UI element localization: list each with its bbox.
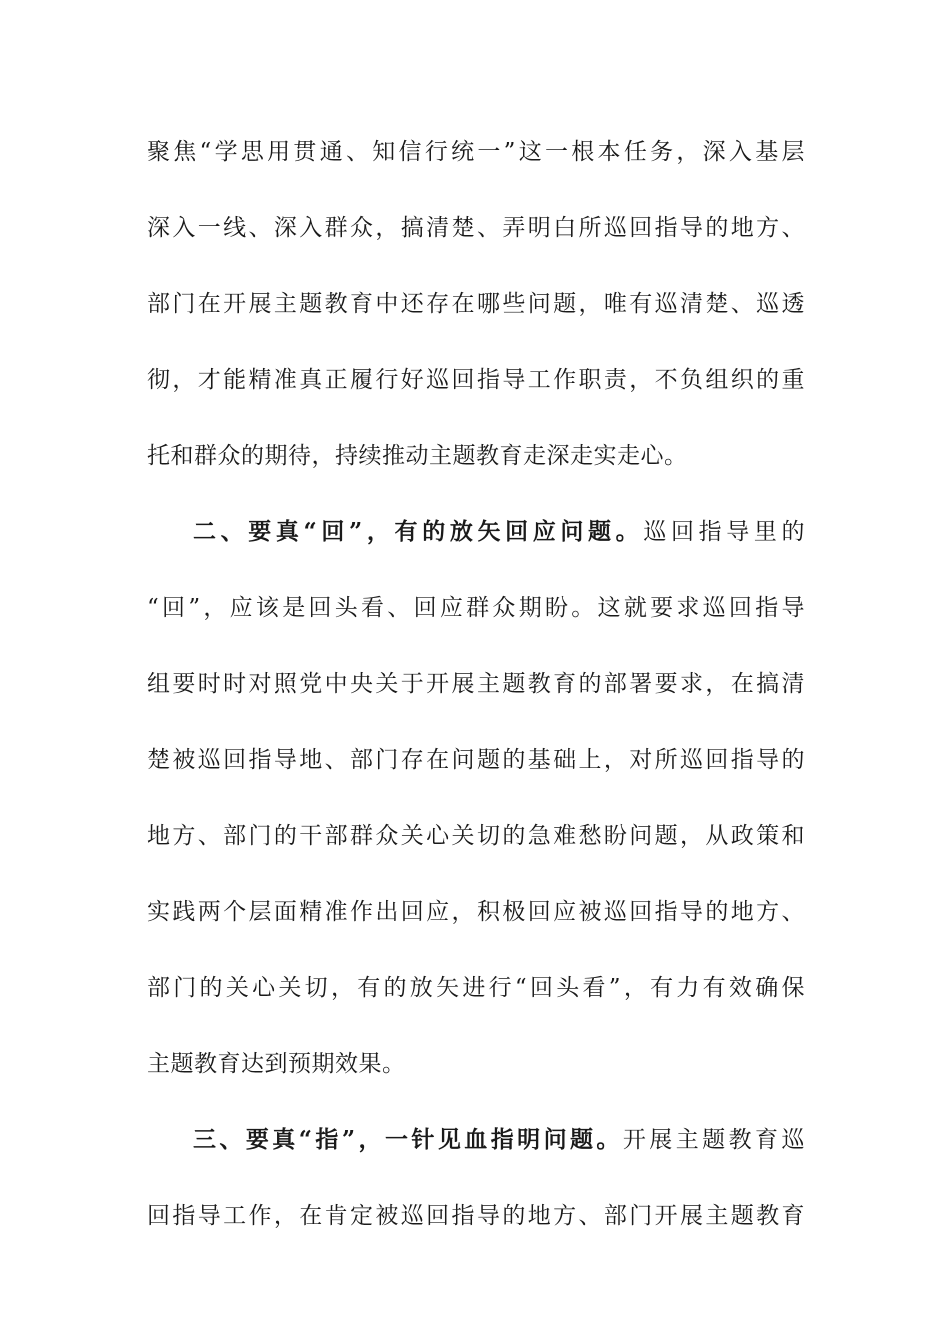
text-line: 实践两个层面精准作出回应，积极回应被巡回指导的地方、 xyxy=(147,899,805,925)
paragraph-2 xyxy=(147,507,805,1115)
section-heading-2: 二、要真“回”，有的放矢回应问题。 xyxy=(193,518,644,545)
paragraph-3 xyxy=(147,1115,805,1267)
text-line xyxy=(147,1115,805,1191)
section-heading-3: 三、要真“指”，一针见血指明问题。 xyxy=(193,1126,623,1153)
paragraph-1 xyxy=(147,127,805,507)
text-line: 深入一线、深入群众，搞清楚、弄明白所巡回指导的地方、 xyxy=(147,215,805,241)
text-line: 主题教育达到预期效果。 xyxy=(147,1051,406,1077)
text-line: 回指导工作，在肯定被巡回指导的地方、部门开展主题教育 xyxy=(147,1203,805,1229)
text-line: 地方、部门的干部群众关心关切的急难愁盼问题，从政策和 xyxy=(147,823,805,849)
text-line: 楚被巡回指导地、部门存在问题的基础上，对所巡回指导的 xyxy=(147,747,805,773)
text-line: “回”，应该是回头看、回应群众期盼。这就要求巡回指导 xyxy=(147,595,805,621)
text-run: 开展主题教育巡 xyxy=(622,1127,805,1153)
document-body xyxy=(147,127,805,1267)
text-line: 部门在开展主题教育中还存在哪些问题，唯有巡清楚、巡透 xyxy=(147,291,805,317)
text-line: 彻，才能精准真正履行好巡回指导工作职责，不负组织的重 xyxy=(147,367,805,393)
text-line xyxy=(147,507,805,583)
text-line: 托和群众的期待，持续推动主题教育走深走实走心。 xyxy=(147,443,688,469)
text-line: 部门的关心关切，有的放矢进行“回头看”，有力有效确保 xyxy=(147,975,805,1001)
text-line: 组要时时对照党中央关于开展主题教育的部署要求，在搞清 xyxy=(147,671,805,697)
text-line: 聚焦“学思用贯通、知信行统一”这一根本任务，深入基层 xyxy=(147,139,805,165)
text-run: 巡回指导里的 xyxy=(643,519,805,545)
